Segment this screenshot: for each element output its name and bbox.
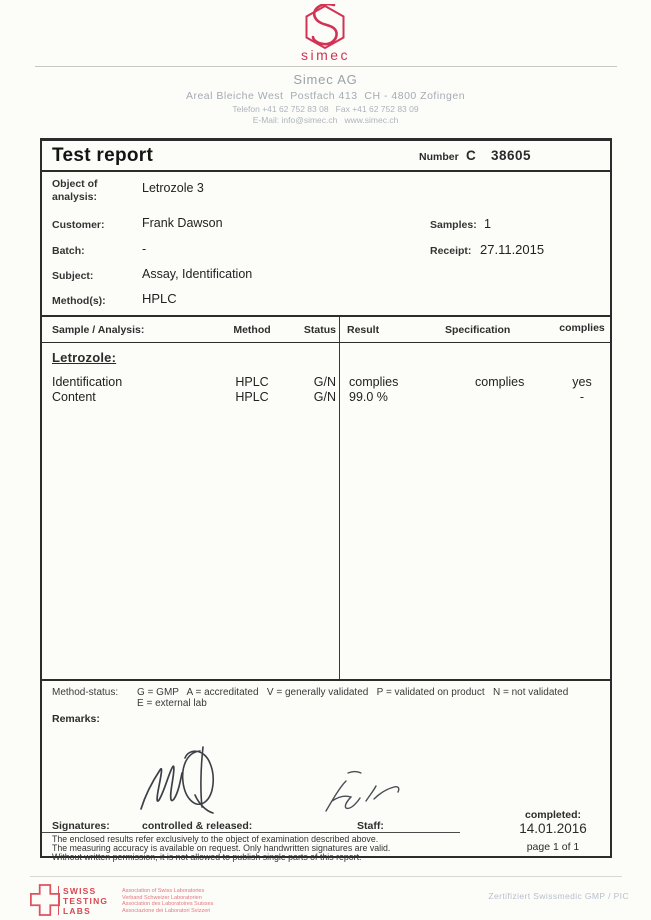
batch-label: Batch: [52,245,85,257]
sample-group-title: Letrozole: [52,350,117,365]
table-row [42,390,610,405]
receipt-label: Receipt: [430,245,472,257]
signature-staff [320,769,408,815]
completed-date: 14.01.2016 [519,821,587,836]
company-address: Areal Bleiche West Postfach 413 CH - 4800 Zofingen [185,90,466,102]
header-sample-analysis: Sample / Analysis: [52,324,145,336]
object-of-analysis-value: Letrozole 3 [142,181,204,195]
stl-line: LABS [63,906,91,916]
header-complies: complies [559,322,605,334]
report-title: Test report [52,145,154,166]
header-specification: Specification [445,324,511,336]
samples-value: 1 [484,217,491,231]
completed-label: completed: [524,809,581,821]
results-table [42,317,610,681]
number-label: Number [419,151,459,163]
simec-hexagon-logo [297,4,353,50]
subject-value: Assay, Identification [142,267,253,281]
method-status-label: Method-status: [52,687,119,698]
stl-line: SWISS [63,886,97,896]
subject-label: Subject: [52,270,94,282]
disclaimer-divider [42,832,460,833]
customer-label: Customer: [52,219,105,231]
cell-method: HPLC [235,375,269,389]
number-value: 38605 [491,148,532,163]
stl-bracket-line [58,886,59,915]
cell-result: complies [349,375,399,389]
samples-label: Samples: [430,219,477,231]
remarks-label: Remarks: [52,713,100,725]
cell-method: HPLC [235,390,269,404]
cell-specification: complies [475,375,525,389]
cell-analysis: Identification [52,375,123,389]
company-email: E-Mail: info@simec.ch www.simec.ch [252,115,399,125]
header-method: Method [233,324,271,336]
footer-divider [30,876,622,877]
report-frame [40,138,612,862]
company-phone: Telefon +41 62 752 83 08 Fax +41 62 752 83 09 [232,104,419,114]
swiss-testing-labs-wordmark [63,886,108,916]
title-row [42,141,610,172]
association-line: Verband Schweizer Laboratorien [122,894,202,901]
table-column-divider [339,317,340,679]
methods-value: HPLC [142,291,177,306]
letterhead-divider [35,66,617,67]
controlled-released-label: controlled & released: [142,820,253,832]
signatures-label: Signatures: [52,820,110,832]
cell-complies: yes [572,375,592,389]
number-prefix: C [466,148,476,163]
table-header-row [42,317,610,343]
table-row [42,375,610,390]
form-section [42,172,610,317]
swiss-cross-icon [30,884,60,916]
cell-analysis: Content [52,390,96,404]
disclaimer-line: Without written permission, it is not allowed to publish single parts of this report. [52,852,362,862]
method-status-legend-line1: G = GMP A = accreditated V = generally validated P = validated on product N = not validated [137,687,569,698]
header-status: Status [303,324,336,336]
header-result: Result [347,324,380,336]
signature-controlled-released [137,745,229,819]
association-line: Associazione dei Laboratori Svizzeri [122,907,211,914]
disclaimer-line: The measuring accuracy is available on request. Only handwritten signatures are valid. [52,843,391,853]
page-indicator: page 1 of 1 [526,841,580,853]
legend-and-signature-section [42,681,610,861]
cell-result: 99.0 % [349,390,388,404]
receipt-value: 27.11.2015 [480,242,545,257]
cell-complies: - [579,390,585,404]
customer-value: Frank Dawson [142,216,223,230]
association-line: Association of Swiss Laboratories [122,888,205,894]
association-line: Association des Laboratoires Suisses [122,901,214,907]
disclaimer-line: The enclosed results refer exclusively to the object of examination described above. [52,834,379,844]
certification-note: Zertifiziert Swissmedic GMP / PIC [488,891,629,901]
association-names [122,888,213,914]
stl-line: TESTING [63,896,109,906]
brand-wordmark: simec [300,47,351,63]
cell-status: G/N [313,375,336,389]
staff-label: Staff: [357,820,384,832]
methods-label: Method(s): [52,295,106,307]
method-status-legend-line2: E = external lab [137,698,207,709]
company-name: Simec AG [293,72,358,87]
batch-value: - [142,242,147,256]
cell-status: G/N [313,390,336,404]
object-of-analysis-label: Object of analysis: [52,178,98,203]
